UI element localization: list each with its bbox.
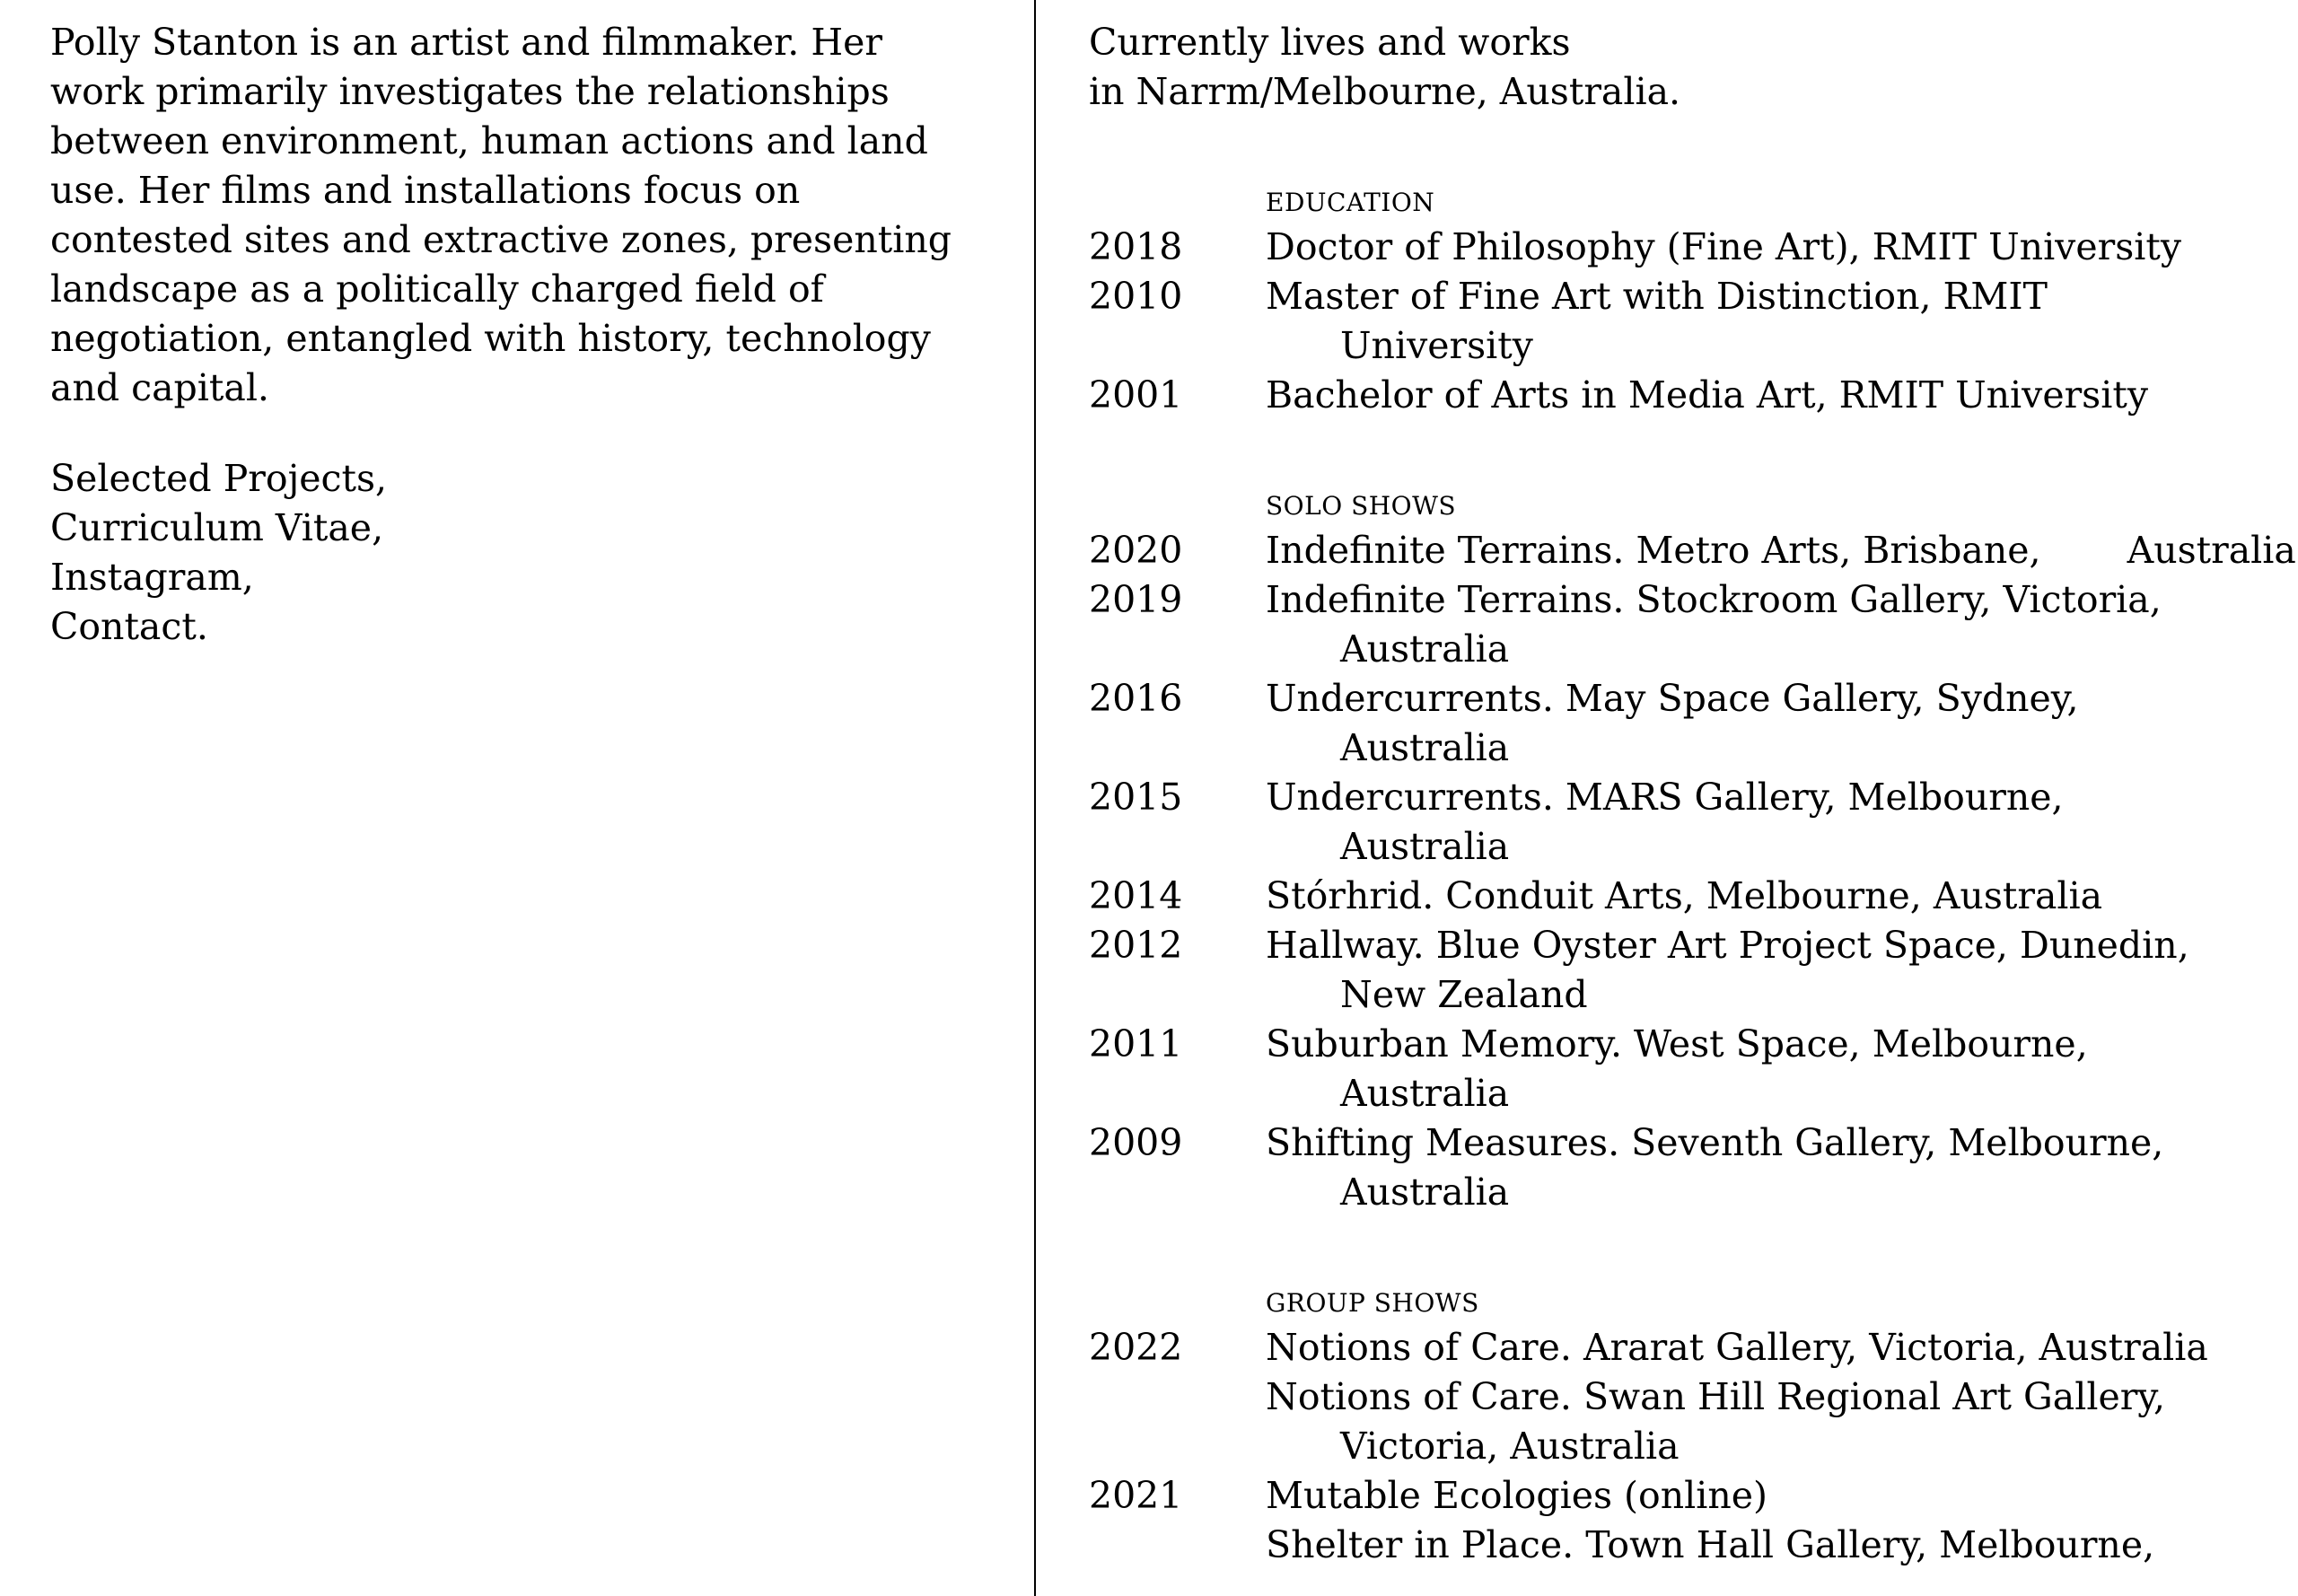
bio-line: and capital.	[50, 366, 269, 409]
cv-year: 2011	[1089, 1022, 1183, 1065]
nav-link-instagram[interactable]: Instagram,	[50, 556, 254, 599]
cv-row	[1089, 921, 2298, 1020]
cv-entry-line: Suburban Memory. West Space, Melbourne,	[1266, 1022, 2088, 1065]
cv-entry-line: Victoria, Australia	[1340, 1425, 1680, 1468]
bio-line: Polly Stanton is an artist and filmmaker. Her	[50, 21, 882, 64]
cv-row	[1089, 272, 2298, 371]
cv-section-solo-shows	[1089, 487, 2298, 1217]
cv-row	[1089, 526, 2298, 575]
section-heading: GROUP SHOWS	[1266, 1288, 1479, 1318]
cv-row	[1089, 1471, 2298, 1521]
cv-entry-line: Shelter in Place. Town Hall Gallery, Melbourne,	[1266, 1523, 2155, 1566]
cv-year: 2020	[1089, 529, 1183, 572]
cv-year: 2014	[1089, 874, 1183, 917]
cv-year: 2019	[1089, 578, 1183, 621]
nav-link-selected-projects[interactable]: Selected Projects,	[50, 457, 388, 500]
cv-entry	[1266, 526, 2298, 575]
bio-line: use. Her films and installations focus on	[50, 169, 801, 212]
cv-row	[1089, 1521, 2298, 1570]
nav-link-contact[interactable]: Contact.	[50, 605, 208, 648]
cv-row	[1089, 872, 2298, 921]
cv-row	[1089, 1323, 2298, 1372]
cv-row	[1089, 674, 2298, 773]
cv-entry	[1266, 223, 2298, 272]
cv-entry	[1266, 575, 2298, 674]
bio-line: work primarily investigates the relationships	[50, 70, 890, 113]
cv-entry	[1266, 1471, 2298, 1521]
cv-year: 2015	[1089, 776, 1183, 819]
cv-year	[1089, 1521, 1266, 1570]
section-heading: EDUCATION	[1266, 188, 1435, 217]
cv-year: 2001	[1089, 373, 1183, 417]
cv-entry	[1266, 872, 2298, 921]
bio-line: between environment, human actions and land	[50, 119, 928, 162]
cv-entry	[1266, 272, 2298, 371]
cv-row	[1089, 1372, 2298, 1471]
nav-link-curriculum-vitae[interactable]: Curriculum Vitae,	[50, 506, 384, 549]
cv-entry	[1266, 1118, 2298, 1217]
cv-year: 2022	[1089, 1326, 1183, 1369]
cv-entry	[1266, 674, 2298, 773]
cv-year: 2010	[1089, 275, 1183, 318]
residence-note	[1089, 18, 2298, 117]
cv-row	[1089, 773, 2298, 872]
cv-entry-line: Shifting Measures. Seventh Gallery, Melbourne,	[1266, 1121, 2164, 1164]
cv-row	[1089, 1118, 2298, 1217]
cv-entry-line: Bachelor of Arts in Media Art, RMIT University	[1266, 373, 2148, 417]
cv-entry-line: Indefinite Terrains. Stockroom Gallery, Victoria,	[1266, 578, 2162, 621]
residence-line: Currently lives and works	[1089, 21, 1571, 64]
cv-entry-line: Notions of Care. Swan Hill Regional Art Gallery,	[1266, 1375, 2166, 1418]
cv-entry	[1266, 773, 2298, 872]
cv-entry-line: Australia	[1340, 1072, 1510, 1115]
cv-entry-line: Mutable Ecologies (online)	[1266, 1474, 1768, 1517]
cv-row	[1089, 223, 2298, 272]
residence-line: in Narrm/Melbourne, Australia.	[1089, 70, 1681, 113]
cv-entry-line: Australia	[1340, 825, 1510, 868]
cv-year: 2009	[1089, 1121, 1183, 1164]
cv-entry-line: Australia	[1340, 627, 1510, 671]
cv-row	[1089, 371, 2298, 420]
cv-entry-line: Notions of Care. Ararat Gallery, Victoria, Australia	[1266, 1326, 2208, 1369]
cv-entry-line: Australia	[1340, 1171, 1510, 1214]
column-divider	[1034, 0, 1036, 1596]
cv-entry	[1266, 1020, 2298, 1118]
cv-entry-line: Master of Fine Art with Distinction, RMIT	[1266, 275, 2048, 318]
cv-year: 2012	[1089, 924, 1183, 967]
bio-line: contested sites and extractive zones, presenting	[50, 218, 952, 261]
cv-entry-line: Doctor of Philosophy (Fine Art), RMIT University	[1266, 225, 2181, 268]
cv-column	[1089, 18, 2298, 1570]
cv-entry	[1266, 1521, 2298, 1570]
cv-entry-line: Indefinite Terrains. Metro Arts, Brisbane,	[1266, 529, 2041, 572]
cv-entry-line: Australia	[2127, 529, 2296, 572]
cv-year: 2016	[1089, 677, 1183, 720]
cv-year: 2021	[1089, 1474, 1183, 1517]
cv-entry-line: Undercurrents. MARS Gallery, Melbourne,	[1266, 776, 2064, 819]
cv-entry	[1266, 1323, 2298, 1372]
section-heading: SOLO SHOWS	[1266, 491, 1457, 521]
cv-entry-line: Hallway. Blue Oyster Art Project Space, Dunedin,	[1266, 924, 2189, 967]
artist-bio	[50, 18, 1002, 413]
cv-entry-line: Undercurrents. May Space Gallery, Sydney,	[1266, 677, 2079, 720]
cv-entry-line: University	[1340, 324, 1533, 367]
cv-entry	[1266, 1372, 2298, 1471]
site-nav	[50, 454, 1002, 652]
bio-line: negotiation, entangled with history, technology	[50, 317, 931, 360]
cv-section-education	[1089, 183, 2298, 420]
cv-entry	[1266, 921, 2298, 1020]
cv-year: 2018	[1089, 225, 1183, 268]
cv-row	[1089, 575, 2298, 674]
cv-entry-line: New Zealand	[1340, 973, 1588, 1016]
cv-section-group-shows	[1089, 1284, 2298, 1570]
cv-entry-line: Stórhrid. Conduit Arts, Melbourne, Australia	[1266, 874, 2103, 917]
cv-year	[1089, 1372, 1266, 1471]
bio-line: landscape as a politically charged field of	[50, 267, 824, 311]
left-column	[50, 18, 1002, 652]
cv-entry-line: Australia	[1340, 726, 1510, 769]
cv-row	[1089, 1020, 2298, 1118]
cv-entry	[1266, 371, 2298, 420]
